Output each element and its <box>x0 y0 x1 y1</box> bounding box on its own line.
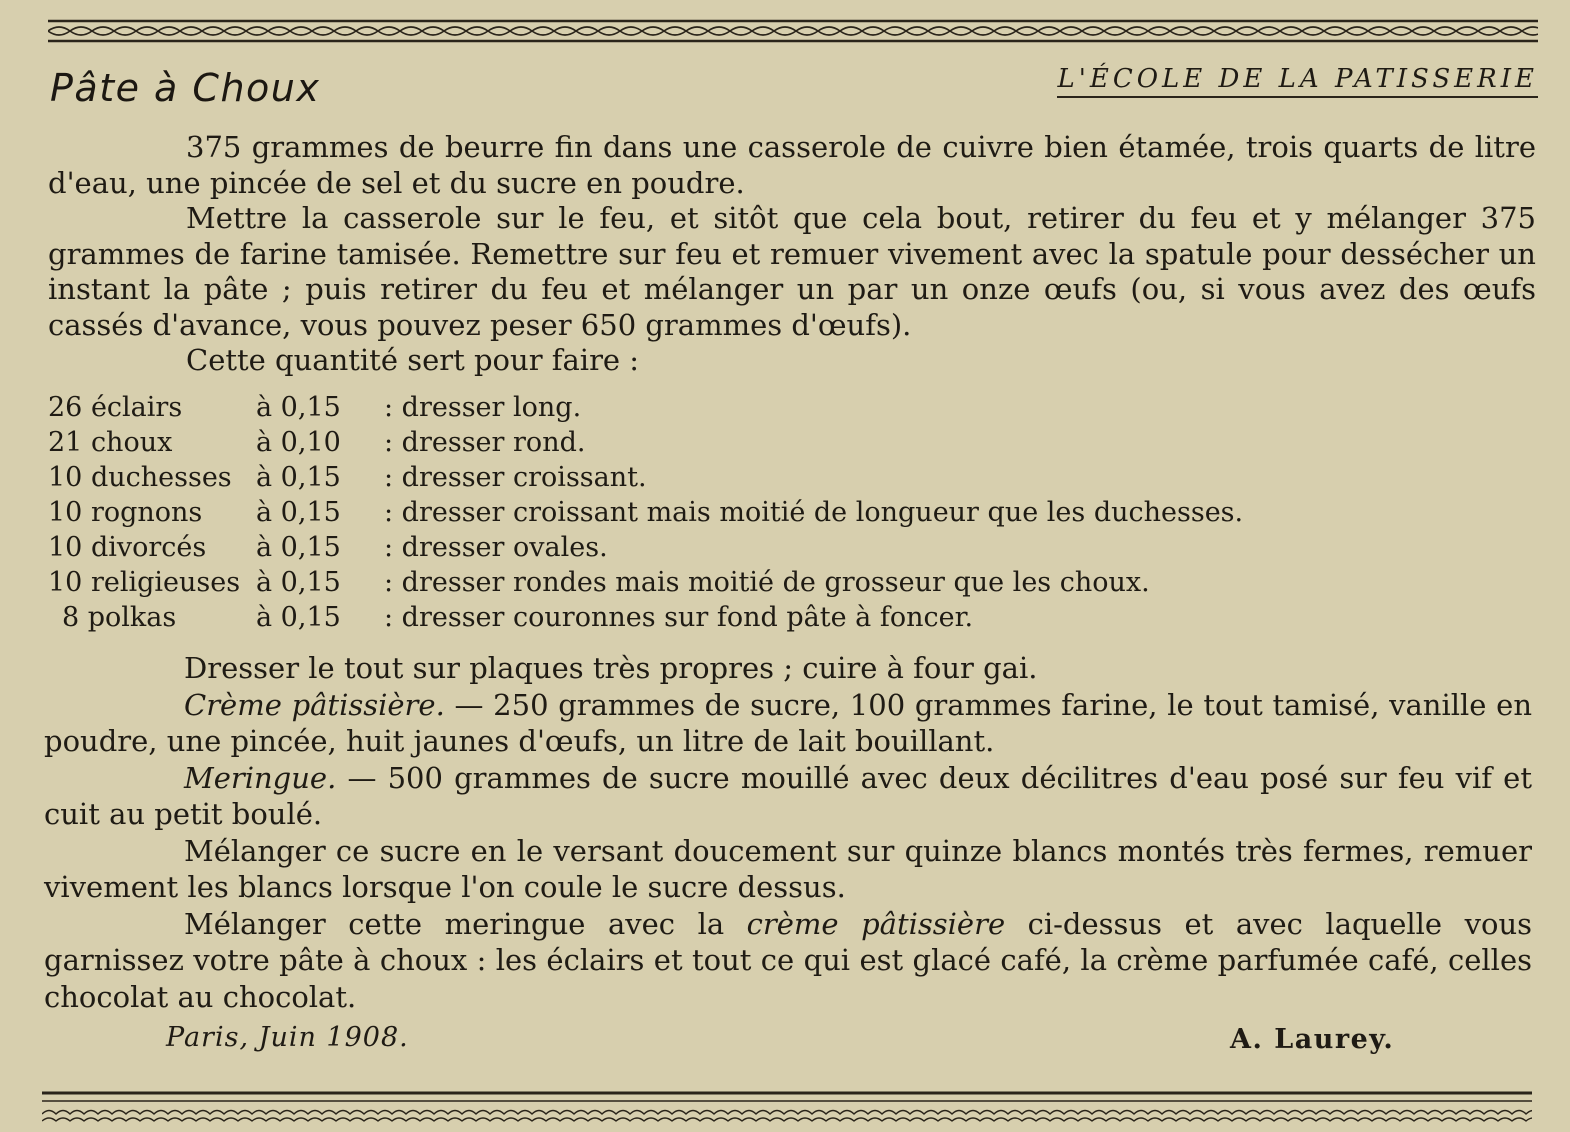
item-quantity: 10 religieuses <box>48 567 241 598</box>
item-quantity: 8 polkas <box>62 602 177 633</box>
intro-paragraph: 375 grammes de beurre fin dans une casserole de cuivre bien étamée, trois quarts de litre d'eau, une pincée de sel et du sucre en poudre. <box>48 130 1536 200</box>
item-description: : dresser croissant mais moitié de longueur que les duchesses. <box>384 497 1244 528</box>
intro-paragraph: Cette quantité sert pour faire : <box>186 343 640 377</box>
recipe-text: ci-dessus et avec laquelle vous garnissez votre pâte à choux : les éclairs et tout ce qui est glacé café, la crème parfumée café, celles chocolat au chocolat. <box>44 906 1533 1014</box>
page-title: Pâte à Choux <box>50 66 321 110</box>
item-price: à 0,10 <box>256 427 341 458</box>
item-price: à 0,15 <box>256 497 341 528</box>
item-description: : dresser long. <box>384 392 582 423</box>
publication-title: L'ÉCOLE DE LA PATISSERIE <box>1057 64 1538 98</box>
closing-paragraph: Mélanger ce sucre en le versant doucement sur quinze blancs montés très fermes, remuer vivement les blancs lorsque l'on coule le sucre dessus. <box>44 833 1532 904</box>
closing-paragraph <box>44 687 1532 760</box>
item-price: à 0,15 <box>256 462 341 493</box>
item-quantity: 26 éclairs <box>48 392 183 423</box>
item-price: à 0,15 <box>256 567 341 598</box>
closing-paragraph: Dresser le tout sur plaques très propres ; cuire à four gai. <box>184 651 1038 685</box>
closing-paragraph <box>44 906 1532 1016</box>
item-description: : dresser ovales. <box>384 532 608 563</box>
recipe-label: Meringue. <box>184 760 337 795</box>
item-price: à 0,15 <box>256 532 341 563</box>
item-price: à 0,15 <box>256 392 341 423</box>
intro-section <box>48 130 1536 379</box>
item-description: : dresser rondes mais moitié de grosseur que les choux. <box>384 567 1150 598</box>
intro-paragraph: Mettre la casserole sur le feu, et sitôt que cela bout, retirer du feu et y mélanger 375 grammes de farine tamisée. Remettre sur feu et remuer vivement avec la spatule pour dessécher un instant la pâte ; puis retirer du feu et mélanger un par un onze œufs (ou, si vous avez des œufs cassés d'avance, vous pouvez peser 650 grammes d'œufs). <box>48 201 1536 342</box>
item-description: : dresser croissant. <box>384 462 647 493</box>
item-quantity: 21 choux <box>48 427 173 458</box>
closing-section <box>44 650 1532 1015</box>
recipe-label: crème pâtissière <box>746 906 1006 941</box>
place-date: Paris, Juin 1908. <box>166 1022 409 1053</box>
item-price: à 0,15 <box>256 602 341 633</box>
ornamental-border-bottom <box>42 1090 1532 1126</box>
item-description: : dresser rond. <box>384 427 586 458</box>
item-quantity: 10 rognons <box>48 497 203 528</box>
item-quantity: 10 duchesses <box>48 462 232 493</box>
item-description: : dresser couronnes sur fond pâte à foncer. <box>384 602 974 633</box>
author-signature: A. Laurey. <box>1230 1024 1395 1055</box>
recipe-text: Mélanger cette meringue avec la <box>184 906 747 941</box>
recipe-text: — 250 grammes de sucre, 100 grammes farine, le tout tamisé, vanille en poudre, une pincée, huit jaunes d'œufs, un litre de lait bouillant. <box>44 687 1532 758</box>
ornamental-border-top <box>48 18 1538 44</box>
item-quantity: 10 divorcés <box>48 532 207 563</box>
recipe-label: Crème pâtissière. <box>184 687 445 722</box>
recipe-text: — 500 grammes de sucre mouillé avec deux décilitres d'eau posé sur feu vif et cuit au petit boulé. <box>44 760 1532 831</box>
closing-paragraph <box>44 760 1532 833</box>
